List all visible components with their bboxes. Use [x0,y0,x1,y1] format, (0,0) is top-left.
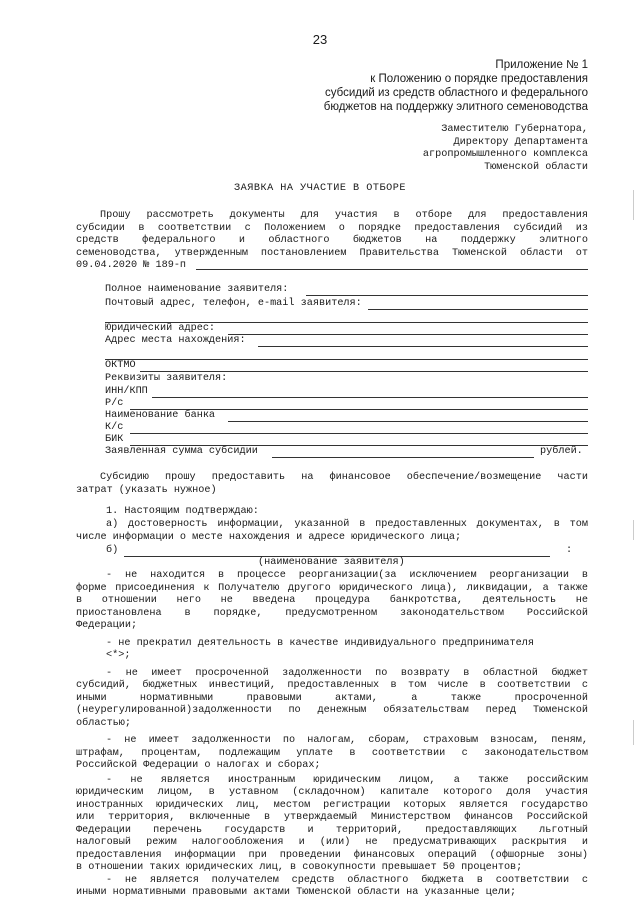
scan-edge-mark [633,520,634,540]
list-item-line: - не имеет просроченной задолженности по возврату в областной бюджет [106,667,588,679]
text-line: 09.04.2020 № 189-п [76,260,187,271]
list-item-line: иностранных юридических лиц, местом регистрации которых является государство [76,799,588,811]
conditions-list [76,570,588,900]
requisites-label: Реквизиты заявителя: [105,373,228,384]
list-item-line: приостановлена в порядке, предусмотренном законодательством Российской [76,607,588,619]
ks-label: К/с [105,422,124,433]
list-item-line: Федерации перечень государств и территорий, предоставляющих льготный [76,824,588,836]
confirm-heading: 1. Настоящим подтверждаю: [106,506,259,517]
list-item-line: - не прекратил деятельность в качестве индивидуального предпринимателя [106,637,534,649]
addressee-line: агропромышленного комплекса [422,149,588,160]
list-item-line: или территория, включенные в утверждаемый Министерством финансов Российской [76,812,588,823]
document-title: ЗАЯВКА НА УЧАСТИЕ В ОТБОРЕ [234,183,406,194]
location-address-field-line2[interactable] [105,359,588,360]
addressee-line: Тюменской области [484,161,588,173]
addressee-line: Заместителю Губернатора, [441,124,588,135]
postal-field[interactable] [368,309,588,310]
location-address-label: Адрес места нахождения: [105,335,246,346]
bank-field[interactable] [228,421,588,422]
text-line: Субсидию прошу предоставить на финансовое обеспечение/возмещение части [100,472,588,483]
list-item-line: субсидий, бюджетных инвестиций, предоставленных в том числе в соответствии с [76,680,588,691]
list-item-line: - не является иностранным юридическим лицом, а также российским [106,774,588,786]
bank-label: Наименование банка [105,410,216,421]
list-item-line: Российской Федерации о налогах и сборах; [76,760,321,771]
amount-label: Заявленная сумма субсидии [105,446,258,457]
text-line: затрат (указать нужное) [76,484,217,496]
text-line: числе информации о месте нахождения и адресе юридического лица; [76,531,462,543]
ks-field[interactable] [130,433,588,434]
full-name-label: Полное наименование заявителя: [105,284,289,295]
text-line: средств федерального и областного бюджетов на поддержку элитного [76,235,588,246]
text-line: семеноводства, утвержденным постановлением Правительства Тюменской области от [76,247,588,259]
postal-label: Почтовый адрес, телефон, e-mail заявителя: [105,298,362,309]
confirm-b-label: б) [106,545,119,556]
rs-label: Р/с [105,398,124,409]
list-item-line: - не имеет задолженности по налогам, сборам, страховым взносам, пеням, [106,735,588,746]
location-address-field[interactable] [258,346,588,347]
list-item-line: - не находится в процессе реорганизации(за исключением реорганизации в [106,570,588,581]
full-name-field[interactable] [306,295,588,296]
legal-address-field[interactable] [228,334,588,335]
confirm-b-colon: : [566,545,573,556]
list-item-line: (неурегулированной)задолженности по денежным обязательствам перед Тюменской [76,705,588,716]
appendix-line: к Положению о порядке предоставления [370,73,588,85]
scan-edge-mark [633,720,634,745]
appendix-line: бюджетов на поддержку элитного семеноводства [323,101,588,113]
list-item-line: форме присоединения к Получателю другого юридического лица), ликвидации, а также [76,582,588,594]
confirm-item-a [76,519,588,544]
appendix-line: субсидий из средств областного и федерального [324,87,588,99]
inn-kpp-label: ИНН/КПП [105,386,148,397]
bik-label: БИК [105,434,124,445]
applicant-name-caption: (наименование заявителя) [258,557,405,568]
page-number: 23 [312,32,328,47]
list-item-line: областью; [76,717,132,729]
intro-fill-line[interactable] [196,269,588,270]
intro-paragraph [76,210,588,273]
appendix-line: Приложение № 1 [495,59,588,71]
text-line: а) достоверность информации, указанной в предоставленных документах, в том [106,519,588,530]
oktmo-label: ОКТМО [105,360,136,371]
oktmo-field[interactable] [140,371,588,372]
list-item-line: штрафам, процентам, подлежащим уплате в соответствии с законодательством [76,747,588,759]
list-item-line: - не является получателем средств областного бюджета в соответствии с [106,874,588,886]
list-item-line: юридическим лицом, в уставном (складочном) капитале которого доля участия [76,787,588,798]
list-item-line: <*>; [106,650,131,661]
list-item-line: в отношении таких юридических лиц, в совокупности превышает 50 процентов; [76,862,523,873]
text-line: субсидии в соответствии с Положением о порядке предоставления субсидий из [76,222,588,234]
list-item-line: предоставления информации при проведении финансовых операций (офшорные зоны) [76,849,588,861]
scan-edge-mark [633,190,634,220]
text-line: Прошу рассмотреть документы для участия в отборе для предоставления [100,210,588,221]
list-item-line: в отношении него не введена процедура банкротства, деятельность не [76,595,588,606]
inn-kpp-field[interactable] [152,397,588,398]
legal-address-label: Юридический адрес: [105,323,216,334]
list-item-line: Федерации; [76,620,138,631]
list-item-line: иными нормативными правовыми актами Тюменской области на указанные цели; [76,887,517,898]
addressee-line: Директору Департамента [453,136,588,148]
rubles-label: рублей. [540,446,583,457]
list-item-line: иными нормативными правовыми актами, а также просроченной [76,692,588,704]
appendix-header [228,58,588,114]
addressee-block [268,124,588,174]
list-item-line: налоговый режим налогообложения и (или) не предусматривающих раскрытия и [76,837,588,848]
amount-field[interactable] [272,457,534,458]
subsidy-purpose [76,472,588,497]
